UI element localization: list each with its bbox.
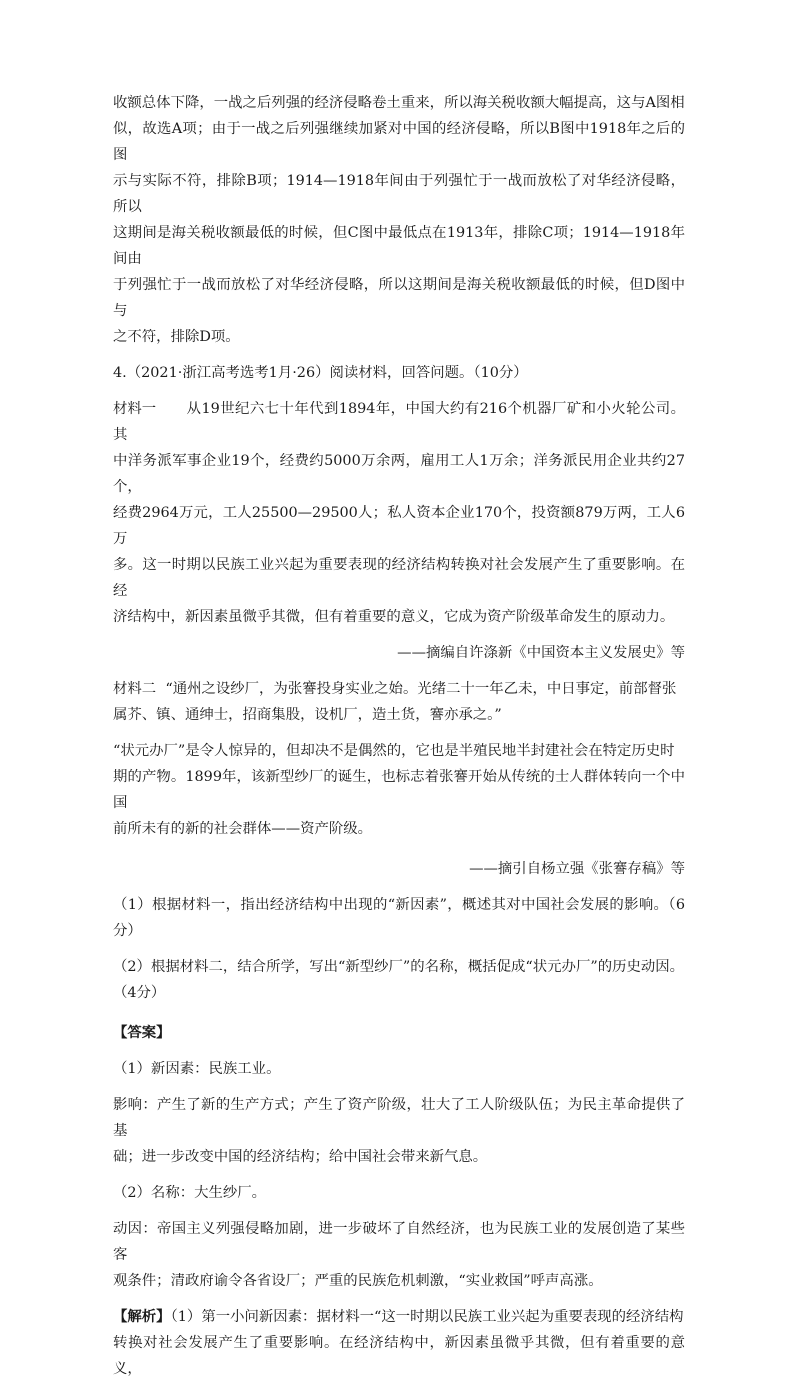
- material-one-line: 中洋务派军事企业19个，经费约5000万余两，雇用工人1万余；洋务派民用企业共约27个，: [113, 453, 685, 495]
- material-one: [113, 396, 685, 630]
- material-two-para2-line: 前所未有的新的社会群体——资产阶级。: [113, 821, 373, 837]
- intro-paragraph: [113, 90, 685, 350]
- material-two-para2-line: “状元办厂”是令人惊异的，但却决不是偶然的，它也是半殖民地半封建社会在特定历史时: [113, 743, 675, 759]
- analysis-line: （1）第一小问新因素：据材料一“这一时期以民族工业兴起为重要表现的经济结构: [170, 1309, 684, 1325]
- material-one-line: 经费2964万元，工人25500—29500人；私人资本企业170个，投资额879万两，工人6万: [113, 505, 685, 547]
- answer-one: （1）新因素：民族工业。: [113, 1061, 281, 1077]
- material-two-para2-line: 期的产物。1899年，该新型纱厂的诞生，也标志着张謇开始从传统的士人群体转向一个中国: [113, 769, 685, 811]
- material-two-source: ——摘引自杨立强《张謇存稿》等: [469, 861, 685, 877]
- intro-line: 之不符，排除D项。: [113, 329, 240, 345]
- material-one-line: 从19世纪六七十年代到1894年，中国大约有216个机器厂矿和小火轮公司。其: [113, 401, 685, 443]
- answer-label: 【答案】: [113, 1024, 171, 1041]
- answer-one-impact-line: 影响：产生了新的生产方式；产生了资产阶级，壮大了工人阶级队伍；为民主革命提供了基: [113, 1097, 685, 1139]
- question-two-line: （4分）: [113, 985, 166, 1001]
- question-two-line: （2）根据材料二，结合所学，写出“新型纱厂”的名称，概括促成“状元办厂”的历史动因。: [113, 959, 685, 975]
- intro-line: 于列强忙于一战而放松了对华经济侵略，所以这期间是海关税收额最低的时候，但D图中与: [113, 277, 685, 319]
- intro-line: 这期间是海关税收额最低的时候，但C图中最低点在1913年，排除C项；1914—1918年间由: [113, 225, 685, 267]
- answer-two: （2）名称：大生纱厂。: [113, 1185, 267, 1201]
- material-one-line: 济结构中，新因素虽微乎其微，但有着重要的意义，它成为资产阶级革命发生的原动力。: [113, 609, 675, 625]
- material-two: [113, 676, 685, 842]
- material-two-label: 材料二: [113, 681, 157, 697]
- question-one: （1）根据材料一，指出经济结构中出现的“新因素”，概述其对中国社会发展的影响。（6分）: [113, 897, 685, 939]
- answer-one-impact-line: 础；进一步改变中国的经济结构；给中国社会带来新气息。: [113, 1149, 488, 1165]
- document-page: [113, 90, 685, 1382]
- material-one-label: 材料一: [113, 401, 157, 417]
- material-one-source: ——摘编自许涤新《中国资本主义发展史》等: [397, 645, 685, 661]
- answer-two-cause-line: 观条件；清政府谕令各省设厂；严重的民族危机刺激，“实业救国”呼声高涨。: [113, 1273, 603, 1289]
- material-one-line: 多。这一时期以民族工业兴起为重要表现的经济结构转换对社会发展产生了重要影响。在经: [113, 557, 685, 599]
- intro-line: 示与实际不符，排除B项；1914—1918年间由于列强忙于一战而放松了对华经济侵略，所以: [113, 173, 685, 215]
- answer-two-cause-line: 动因：帝国主义列强侵略加剧，进一步破坏了自然经济，也为民族工业的发展创造了某些客: [113, 1221, 685, 1263]
- intro-line: 收额总体下降，一战之后列强的经济侵略卷土重来，所以海关税收额大幅提高，这与A图相: [113, 95, 685, 111]
- analysis-line: 转换对社会发展产生了重要影响。在经济结构中，新因素虽微乎其微，但有着重要的意义，: [113, 1335, 685, 1377]
- analysis-label: 【解析】: [113, 1308, 171, 1325]
- material-two-line: “通州之设纱厂，为张謇投身实业之始。光绪二十一年乙未，中日事定，前部督张: [165, 681, 677, 697]
- question-header: 4.（2021·浙江高考选考1月·26）阅读材料，回答问题。（10分）: [113, 365, 528, 381]
- material-two-line: 属芥、镇、通绅士，招商集股，设机厂，造土货，謇亦承之。”: [113, 707, 502, 723]
- intro-line: 似，故选A项；由于一战之后列强继续加紧对中国的经济侵略，所以B图中1918年之后的图: [113, 121, 685, 163]
